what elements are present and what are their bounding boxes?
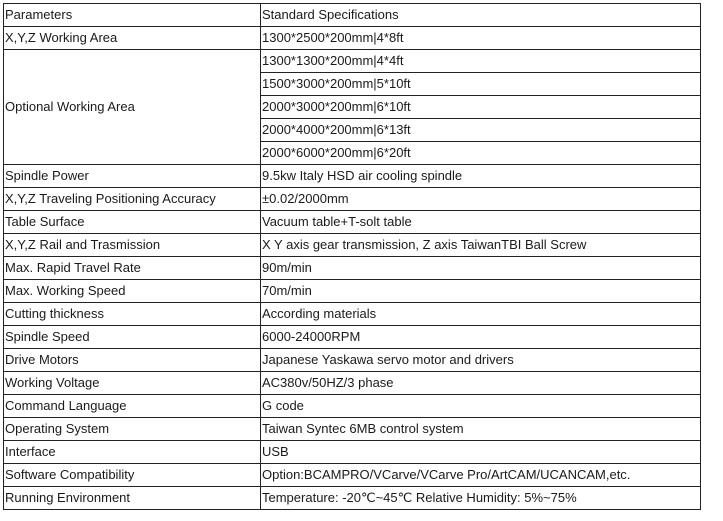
param-cell: Interface xyxy=(4,441,261,464)
value-cell: 2000*3000*200mm|6*10ft xyxy=(261,96,701,119)
param-cell: Max. Working Speed xyxy=(4,280,261,303)
param-cell: Working Voltage xyxy=(4,372,261,395)
specifications-table xyxy=(3,3,701,510)
value-cell: Japanese Yaskawa servo motor and drivers xyxy=(261,349,701,372)
table-row xyxy=(4,372,701,395)
table-row xyxy=(4,27,701,50)
param-cell: Cutting thickness xyxy=(4,303,261,326)
value-cell: 70m/min xyxy=(261,280,701,303)
value-cell: AC380v/50HZ/3 phase xyxy=(261,372,701,395)
value-cell: Vacuum table+T-solt table xyxy=(261,211,701,234)
param-cell-optional-working-area: Optional Working Area xyxy=(4,50,261,165)
value-cell: 1300*1300*200mm|4*4ft xyxy=(261,50,701,73)
table-row xyxy=(4,234,701,257)
value-cell: 6000-24000RPM xyxy=(261,326,701,349)
param-cell: Drive Motors xyxy=(4,349,261,372)
param-cell: Table Surface xyxy=(4,211,261,234)
param-cell: Spindle Speed xyxy=(4,326,261,349)
value-cell: Option:BCAMPRO/VCarve/VCarve Pro/ArtCAM/UCANCAM,etc. xyxy=(261,464,701,487)
table-header-row xyxy=(4,4,701,27)
table-row xyxy=(4,395,701,418)
table-row xyxy=(4,165,701,188)
table-row xyxy=(4,303,701,326)
value-cell: 90m/min xyxy=(261,257,701,280)
value-cell: USB xyxy=(261,441,701,464)
value-cell: 2000*4000*200mm|6*13ft xyxy=(261,119,701,142)
table-row xyxy=(4,211,701,234)
value-cell: Taiwan Syntec 6MB control system xyxy=(261,418,701,441)
table-row xyxy=(4,50,701,73)
param-cell: X,Y,Z Working Area xyxy=(4,27,261,50)
header-standard-specifications: Standard Specifications xyxy=(261,4,701,27)
table-row xyxy=(4,188,701,211)
value-cell: X Y axis gear transmission, Z axis TaiwanTBI Ball Screw xyxy=(261,234,701,257)
value-cell: According materials xyxy=(261,303,701,326)
value-cell: 1300*2500*200mm|4*8ft xyxy=(261,27,701,50)
param-cell: X,Y,Z Traveling Positioning Accuracy xyxy=(4,188,261,211)
param-cell: Running Environment xyxy=(4,487,261,510)
table-row xyxy=(4,257,701,280)
table-row xyxy=(4,487,701,510)
value-cell: 9.5kw Italy HSD air cooling spindle xyxy=(261,165,701,188)
param-cell: Command Language xyxy=(4,395,261,418)
table-row xyxy=(4,418,701,441)
param-cell: Operating System xyxy=(4,418,261,441)
table-row xyxy=(4,464,701,487)
header-parameters: Parameters xyxy=(4,4,261,27)
param-cell: Software Compatibility xyxy=(4,464,261,487)
param-cell: Spindle Power xyxy=(4,165,261,188)
value-cell: 1500*3000*200mm|5*10ft xyxy=(261,73,701,96)
value-cell: G code xyxy=(261,395,701,418)
param-cell: Max. Rapid Travel Rate xyxy=(4,257,261,280)
table-row xyxy=(4,441,701,464)
table-row xyxy=(4,326,701,349)
table-row xyxy=(4,349,701,372)
value-cell: Temperature: -20℃~45℃ Relative Humidity: 5%~75% xyxy=(261,487,701,510)
param-cell: X,Y,Z Rail and Trasmission xyxy=(4,234,261,257)
value-cell: ±0.02/2000mm xyxy=(261,188,701,211)
value-cell: 2000*6000*200mm|6*20ft xyxy=(261,142,701,165)
table-row xyxy=(4,280,701,303)
